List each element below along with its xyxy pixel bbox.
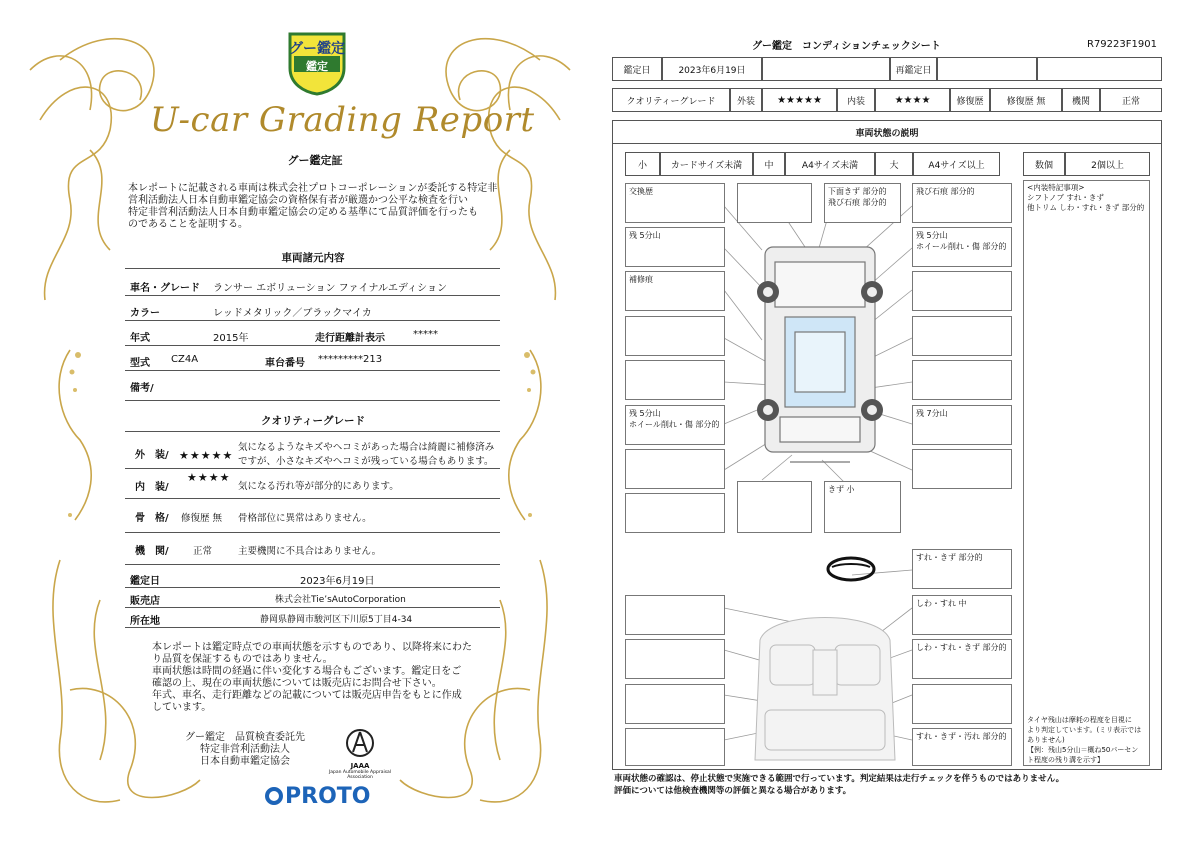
intro-line: 本レポートに記載される車両は株式会社プロトコーポレーションが委託する特定非 (128, 183, 498, 194)
grade-row-engine (125, 533, 500, 565)
tire-note-line: タイヤ残山は摩耗の程度を目視に (1027, 716, 1132, 724)
tire-note (1027, 715, 1141, 765)
note-box-rear-seat: すれ・きず・汚れ 部分的 (912, 728, 1012, 766)
grade-note: 気になる汚れ等が部分的にあります。 (238, 481, 399, 492)
proto-logo (265, 784, 375, 809)
size-large-desc-cell: A4サイズ以上 (913, 152, 1000, 176)
notes-title: <内装特記事項> (1027, 183, 1085, 192)
note-box-front-underbody (824, 183, 901, 223)
jaaa-sub: Japan Automobile Appraisal Association (328, 770, 392, 780)
footer-line: 確認の上、現在の車両状態については販売店にお問合せ下さい。 (152, 678, 442, 689)
shop-value: 2023年6月19日 (300, 576, 375, 587)
interior-stars: ★★★★ (187, 471, 231, 484)
note-box-front-right: 飛び石痕 部分的 (912, 183, 1012, 223)
grade-row-interior (125, 469, 500, 499)
spec-label: カラー (130, 308, 160, 319)
committee-line: 日本自動車鑑定協会 (200, 756, 290, 767)
note-box-repair-mark: 補修痕 (625, 271, 725, 311)
grade-value: 修復歴 無 (181, 513, 223, 524)
spec-value: CZ4A (171, 354, 199, 365)
grade-row-exterior (125, 434, 500, 469)
footer-line: 年式、車名、走行距離などの記載については販売店申告をもとに作成 (152, 690, 462, 701)
spec-row-remarks (125, 371, 500, 401)
note-box-rear-left-tire (625, 405, 725, 445)
note-box-front-seat: しわ・すれ・きず 部分的 (912, 639, 1012, 679)
note-box-empty (625, 595, 725, 635)
grade-value: 正常 (193, 546, 213, 557)
count-label-cell: 数個 (1023, 152, 1065, 176)
grade-note: 主要機関に不具合はありません。 (238, 546, 382, 557)
shop-label: 販売店 (130, 596, 160, 607)
note-box-empty (625, 360, 725, 400)
reappraisal-label-cell: 再鑑定日 (890, 57, 937, 81)
certificate-footer-note (152, 642, 482, 714)
tire-note-line: ありません) (1027, 736, 1065, 744)
grade-label: 機 関/ (135, 546, 169, 557)
exterior-stars-cell: ★★★★★ (762, 88, 837, 112)
date-label-cell: 鑑定日 (612, 57, 662, 81)
footer-line: しています。 (152, 702, 212, 713)
shop-value: 静岡県静岡市駿河区下川原5丁目4-34 (260, 615, 413, 625)
notes-line: 他トリム しわ・すれ・きず 部分的 (1027, 203, 1145, 212)
interior-label-cell: 内装 (837, 88, 875, 112)
grade-label: 内 装/ (135, 482, 169, 493)
grade-note: 骨格部位に異常はありません。 (238, 513, 372, 524)
size-mid-cell: 中 (753, 152, 785, 176)
grade-label: 骨 格/ (135, 513, 169, 524)
date-value-cell: 2023年6月19日 (662, 57, 762, 81)
repair-value-cell: 修復歴 無 (990, 88, 1062, 112)
size-large-cell: 大 (875, 152, 913, 176)
note-text: 残 5分山 (916, 231, 948, 240)
footer-line: 本レポートは鑑定時点での車両状態を示すものであり、以降将来にわた (152, 642, 472, 653)
shop-value: 株式会社Tie’sAutoCorporation (275, 595, 406, 605)
note-box-empty (625, 728, 725, 766)
footer-line: 車両状態は時間の経過に伴い変化する場合もございます。鑑定日をご (152, 666, 462, 677)
shop-row-dealer (125, 588, 500, 608)
note-box-empty (737, 481, 812, 533)
jaaa-emblem-icon (345, 728, 375, 758)
grade-divider (125, 431, 500, 432)
note-box-front-right-tire (912, 227, 1012, 267)
spec-value: レッドメタリック／ブラックマイカ (213, 308, 372, 319)
note-box-empty (912, 316, 1012, 356)
shop-row-date (125, 568, 500, 588)
certificate-intro (128, 183, 498, 231)
proto-logo-text: PROTO (285, 784, 371, 809)
spec-value: *********213 (318, 354, 383, 365)
grade-note: 気になるようなキズやヘコミがあった場合は綺麗に補修済み (238, 442, 495, 453)
shop-label: 鑑定日 (130, 576, 160, 587)
spec-value: 2015年 (213, 333, 249, 344)
note-box-front-left-tire: 残 5分山 (625, 227, 725, 267)
grade-section-title: クオリティーグレード (261, 415, 365, 427)
badge-logo-sub: 鑑定 (306, 60, 328, 73)
spec-divider (125, 268, 500, 269)
sheet-title: グー鑑定 コンディションチェックシート (752, 41, 941, 52)
tire-note-line: ト程度の残り溝を示す】 (1027, 756, 1104, 764)
committee-credit (180, 732, 310, 768)
size-small-desc-cell: カードサイズ未満 (660, 152, 753, 176)
shop-row-location (125, 608, 500, 628)
car-top-view-diagram (740, 232, 900, 467)
note-box-empty (912, 684, 1012, 724)
note-box-exchange: 交換歴 (625, 183, 725, 223)
intro-line: 営利活動法人日本自動車鑑定協会の資格保有者が厳選かつ公平な検査を行い (128, 195, 468, 206)
goo-kantei-badge (286, 28, 348, 96)
note-text: ホイール削れ・傷 部分的 (629, 420, 720, 429)
reappraisal-blank-cell (1037, 57, 1162, 81)
grade-row-frame (125, 499, 500, 533)
size-mid-desc-cell: A4サイズ未満 (785, 152, 875, 176)
committee-line: 特定非営利活動法人 (200, 744, 290, 755)
note-box-empty (737, 183, 812, 223)
sheet-footer-line-1: 車両状態の確認は、停止状態で実施できる範囲で行っています。判定結果は走行チェックを伴うものではありません。 (614, 774, 1065, 784)
grade-note: ですが、小さなキズやヘコミが残っている場合もあります。 (238, 456, 494, 467)
spec-label: 備考/ (130, 383, 154, 394)
note-box-empty (625, 493, 725, 533)
note-text: 残 5分山 (629, 409, 661, 418)
note-text: 下面きず 部分的 (828, 187, 887, 196)
jaaa-logo (320, 728, 400, 780)
note-box-empty (912, 271, 1012, 311)
spec-label: 走行距離計表示 (315, 333, 385, 344)
grade-label: 外 装/ (135, 450, 169, 461)
spec-row-model (125, 346, 500, 371)
spec-row-name (125, 271, 500, 296)
shop-label: 所在地 (130, 616, 160, 627)
condition-title: 車両状態の説明 (612, 120, 1162, 144)
spec-label: 車名・グレード (130, 283, 200, 294)
quality-label-cell: クオリティーグレード (612, 88, 730, 112)
note-box-ceiling: しわ・すれ 中 (912, 595, 1012, 635)
tire-note-line: 【例：残山5分山＝概ね50パーセン (1027, 746, 1139, 754)
committee-line: グー鑑定 品質検査委託先 (185, 732, 305, 743)
badge-logo-text: グー鑑定 (289, 41, 345, 57)
jaaa-label: JAAA (350, 762, 370, 770)
footer-line: り品質を保証するものではありません。 (152, 654, 333, 665)
tire-note-line: より判定しています。(ミリ表示では (1027, 726, 1142, 734)
date-blank-cell (762, 57, 890, 81)
engine-value-cell: 正常 (1100, 88, 1162, 112)
note-box-rear-right-tire: 残 7分山 (912, 405, 1012, 445)
spec-row-color (125, 296, 500, 321)
doc-number: R79223F1901 (1087, 39, 1157, 50)
car-interior-diagram (750, 600, 900, 765)
exterior-stars: ★★★★★ (179, 449, 234, 462)
note-text: ホイール削れ・傷 部分的 (916, 242, 1007, 251)
intro-line: のであることを証明する。 (128, 219, 248, 230)
note-box-steering: すれ・きず 部分的 (912, 549, 1012, 589)
report-title: U-car Grading Report (150, 100, 535, 140)
spec-row-year (125, 321, 500, 346)
spec-value: ランサー エボリューション ファイナルエディション (213, 283, 447, 294)
spec-label: 型式 (130, 358, 150, 369)
size-small-cell: 小 (625, 152, 660, 176)
spec-value: ***** (413, 329, 438, 340)
note-box-empty (625, 639, 725, 679)
repair-label-cell: 修復歴 (950, 88, 990, 112)
note-box-rear-bumper: きず 小 (824, 481, 901, 533)
notes-line: シフトノブ すれ・きず (1027, 193, 1104, 202)
steering-wheel-icon (826, 556, 876, 582)
note-box-empty (912, 449, 1012, 489)
spec-label: 車台番号 (265, 358, 305, 369)
count-value-cell: 2個以上 (1065, 152, 1150, 176)
note-box-empty (625, 684, 725, 724)
note-box-empty (912, 360, 1012, 400)
note-box-empty (625, 316, 725, 356)
interior-notes-panel (1023, 180, 1150, 766)
spec-label: 年式 (130, 333, 150, 344)
interior-stars-cell: ★★★★ (875, 88, 950, 112)
note-text: 飛び石痕 部分的 (828, 198, 887, 207)
note-box-empty (625, 449, 725, 489)
exterior-label-cell: 外装 (730, 88, 762, 112)
proto-mark-icon (265, 787, 283, 805)
spec-section-title: 車両諸元内容 (281, 252, 345, 264)
engine-label-cell: 機関 (1062, 88, 1100, 112)
sheet-footer-line-2: 評価については他検査機関等の評価と異なる場合があります。 (614, 786, 852, 796)
certificate-title: グー鑑定証 (287, 154, 343, 167)
reappraisal-value-cell (937, 57, 1037, 81)
intro-line: 特定非営利活動法人日本自動車鑑定協会の定める基準にて品質評価を行ったも (128, 207, 478, 218)
